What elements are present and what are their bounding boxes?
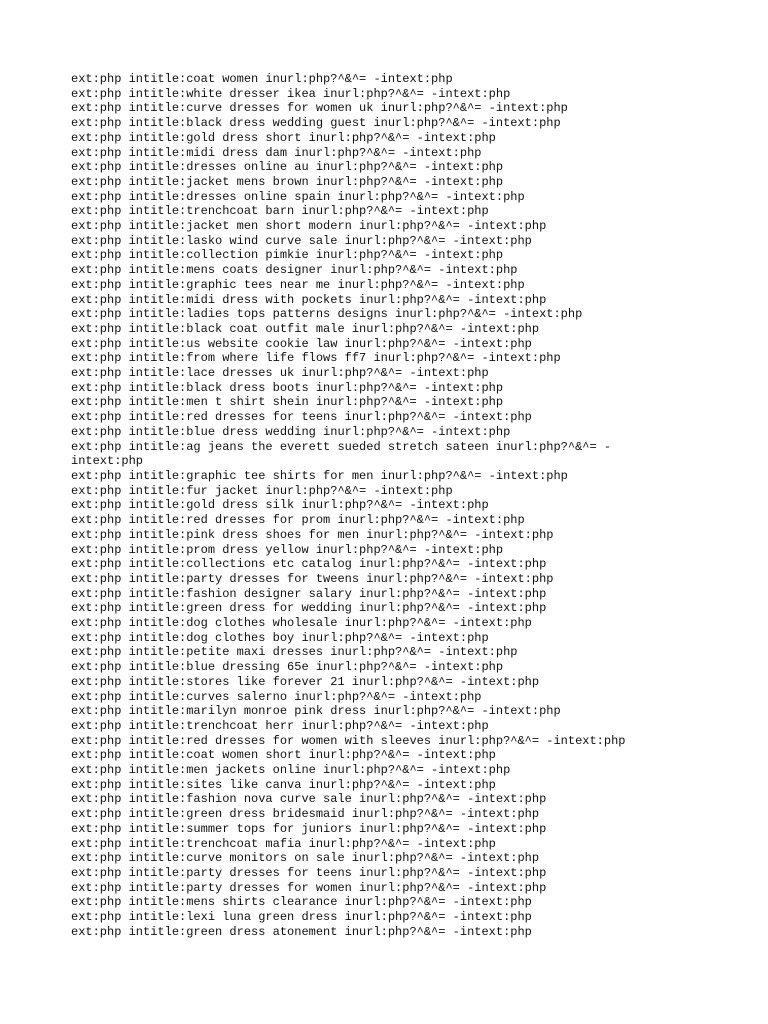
query-line: ext:php intitle:graphic tees near me inurl:php?^&^= -intext:php xyxy=(71,277,525,292)
query-line: ext:php intitle:green dress bridesmaid inurl:php?^&^= -intext:php xyxy=(71,807,540,822)
query-line: ext:php intitle:men jackets online inurl:php?^&^= -intext:php xyxy=(71,763,511,778)
query-line: ext:php intitle:lexi luna green dress inurl:php?^&^= -intext:php xyxy=(71,910,532,925)
query-line: ext:php intitle:collection pimkie inurl:php?^&^= -intext:php xyxy=(71,248,504,263)
query-line: ext:php intitle:red dresses for teens inurl:php?^&^= -intext:php xyxy=(71,410,532,425)
query-line: ext:php intitle:blue dress wedding inurl:php?^&^= -intext:php xyxy=(71,424,511,439)
query-line: ext:php intitle:lace dresses uk inurl:php?^&^= -intext:php xyxy=(71,366,489,381)
query-line: ext:php intitle:party dresses for tweens inurl:php?^&^= -intext:php xyxy=(71,571,554,586)
query-line: ext:php intitle:marilyn monroe pink dress inurl:php?^&^= -intext:php xyxy=(71,704,561,719)
query-line: ext:php intitle:midi dress with pockets inurl:php?^&^= -intext:php xyxy=(71,292,547,307)
query-line: ext:php intitle:coat women short inurl:php?^&^= -intext:php xyxy=(71,748,496,763)
query-line: ext:php intitle:blue dressing 65e inurl:php?^&^= -intext:php xyxy=(71,660,504,675)
query-line: ext:php intitle:midi dress dam inurl:php?^&^= -intext:php xyxy=(71,145,482,160)
query-line: ext:php intitle:curve monitors on sale inurl:php?^&^= -intext:php xyxy=(71,851,540,866)
query-line: ext:php intitle:graphic tee shirts for men inurl:php?^&^= -intext:php xyxy=(71,468,568,483)
query-line: ext:php intitle:summer tops for juniors inurl:php?^&^= -intext:php xyxy=(71,821,547,836)
query-line: ext:php intitle:black dress boots inurl:php?^&^= -intext:php xyxy=(71,380,504,395)
query-line: ext:php intitle:mens coats designer inurl:php?^&^= -intext:php xyxy=(71,263,518,278)
query-line: ext:php intitle:lasko wind curve sale inurl:php?^&^= -intext:php xyxy=(71,233,532,248)
search-query-list xyxy=(71,72,671,939)
query-line: ext:php intitle:fashion designer salary inurl:php?^&^= -intext:php xyxy=(71,586,547,601)
query-line: ext:php intitle:pink dress shoes for men inurl:php?^&^= -intext:php xyxy=(71,527,554,542)
query-line: ext:php intitle:ladies tops patterns designs inurl:php?^&^= -intext:php xyxy=(71,307,583,322)
query-line: ext:php intitle:party dresses for women inurl:php?^&^= -intext:php xyxy=(71,880,547,895)
query-line: ext:php intitle:red dresses for women with sleeves inurl:php?^&^= -intext:php xyxy=(71,733,626,748)
query-line: ext:php intitle:men t shirt shein inurl:php?^&^= -intext:php xyxy=(71,395,504,410)
query-line: ext:php intitle:party dresses for teens inurl:php?^&^= -intext:php xyxy=(71,865,547,880)
query-line: ext:php intitle:collections etc catalog inurl:php?^&^= -intext:php xyxy=(71,557,547,572)
query-line: ext:php intitle:green dress atonement inurl:php?^&^= -intext:php xyxy=(71,924,532,939)
query-line: ext:php intitle:curve dresses for women uk inurl:php?^&^= -intext:php xyxy=(71,101,568,116)
query-line: ext:php intitle:red dresses for prom inurl:php?^&^= -intext:php xyxy=(71,513,525,528)
query-line: ext:php intitle:jacket mens brown inurl:php?^&^= -intext:php xyxy=(71,174,504,189)
query-line: ext:php intitle:trenchcoat barn inurl:php?^&^= -intext:php xyxy=(71,204,489,219)
query-line: ext:php intitle:prom dress yellow inurl:php?^&^= -intext:php xyxy=(71,542,504,557)
query-line: ext:php intitle:jacket men short modern inurl:php?^&^= -intext:php xyxy=(71,219,547,234)
query-line: ext:php intitle:trenchcoat herr inurl:php?^&^= -intext:php xyxy=(71,718,489,733)
query-line: ext:php intitle:trenchcoat mafia inurl:php?^&^= -intext:php xyxy=(71,836,496,851)
query-line: ext:php intitle:dresses online spain inurl:php?^&^= -intext:php xyxy=(71,189,525,204)
query-line: ext:php intitle:petite maxi dresses inurl:php?^&^= -intext:php xyxy=(71,645,518,660)
query-line: ext:php intitle:curves salerno inurl:php?^&^= -intext:php xyxy=(71,689,482,704)
query-line: ext:php intitle:black coat outfit male inurl:php?^&^= -intext:php xyxy=(71,321,540,336)
query-line: ext:php intitle:dog clothes wholesale inurl:php?^&^= -intext:php xyxy=(71,616,532,631)
query-line: ext:php intitle:mens shirts clearance inurl:php?^&^= -intext:php xyxy=(71,895,532,910)
query-line: ext:php intitle:gold dress silk inurl:php?^&^= -intext:php xyxy=(71,498,489,513)
query-line: ext:php intitle:us website cookie law inurl:php?^&^= -intext:php xyxy=(71,336,532,351)
query-line: ext:php intitle:dresses online au inurl:php?^&^= -intext:php xyxy=(71,160,504,175)
query-line: ext:php intitle:ag jeans the everett sueded stretch sateen inurl:php?^&^= -intext:php xyxy=(71,439,612,469)
query-line: ext:php intitle:sites like canva inurl:php?^&^= -intext:php xyxy=(71,777,496,792)
query-line: ext:php intitle:fashion nova curve sale inurl:php?^&^= -intext:php xyxy=(71,792,547,807)
query-line: ext:php intitle:dog clothes boy inurl:php?^&^= -intext:php xyxy=(71,630,489,645)
query-line: ext:php intitle:gold dress short inurl:php?^&^= -intext:php xyxy=(71,130,496,145)
query-line: ext:php intitle:black dress wedding guest inurl:php?^&^= -intext:php xyxy=(71,116,561,131)
query-line: ext:php intitle:fur jacket inurl:php?^&^= -intext:php xyxy=(71,483,453,498)
query-line: ext:php intitle:from where life flows ff7 inurl:php?^&^= -intext:php xyxy=(71,351,561,366)
query-line: ext:php intitle:green dress for wedding inurl:php?^&^= -intext:php xyxy=(71,601,547,616)
query-line: ext:php intitle:coat women inurl:php?^&^= -intext:php xyxy=(71,72,453,86)
query-line: ext:php intitle:stores like forever 21 inurl:php?^&^= -intext:php xyxy=(71,674,540,689)
query-line: ext:php intitle:white dresser ikea inurl:php?^&^= -intext:php xyxy=(71,86,511,101)
